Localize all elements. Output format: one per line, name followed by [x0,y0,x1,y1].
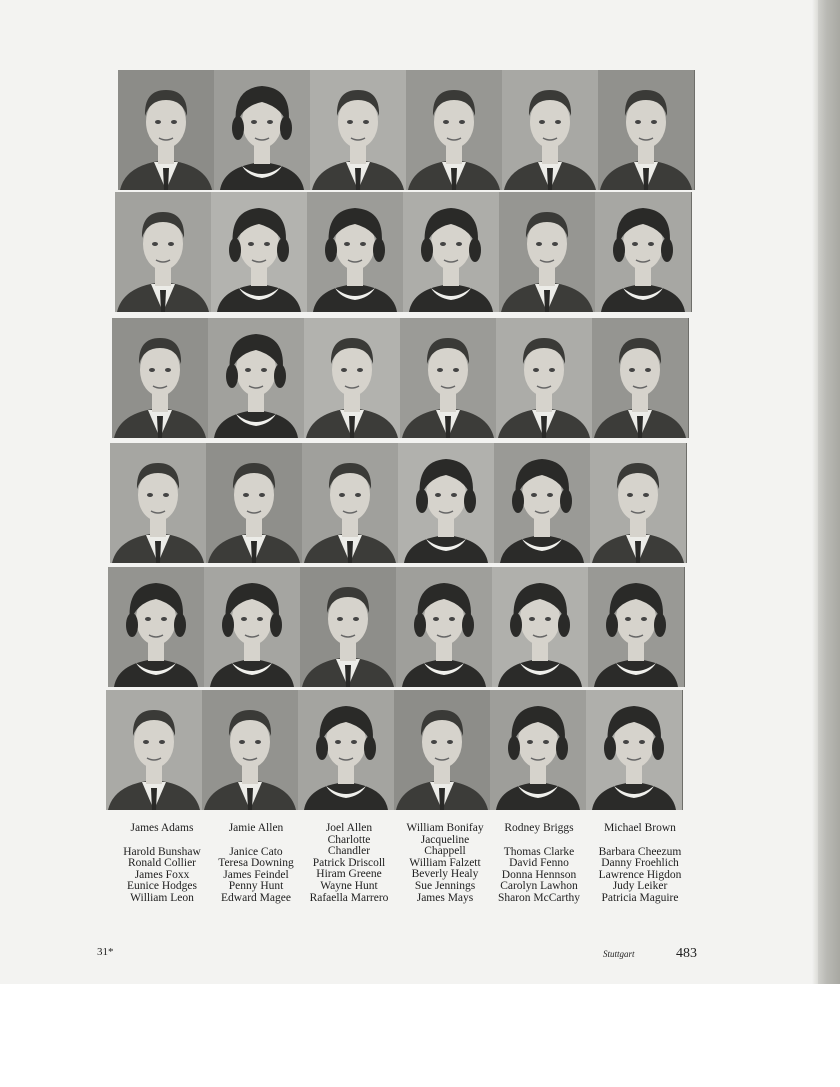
student-portrait [214,70,311,190]
caption-name: William Falzett [409,856,481,869]
caption-name: David Fenno [509,857,569,870]
caption-name: William Bonifay [406,822,484,834]
caption-column-6 [584,823,696,905]
caption-name: Teresa Downing [218,857,294,870]
caption-name: Eunice Hodges [127,880,197,893]
caption-name: Chandler [327,845,371,858]
portrait-row [110,443,710,563]
caption-name: Jamie Allen [228,822,284,834]
student-portrait [304,318,401,438]
student-portrait [298,690,395,810]
page-number: 483 [676,946,697,961]
student-portrait [204,567,301,687]
portrait-row [115,192,715,312]
caption-name: Thomas Clarke [503,845,575,858]
student-portrait [208,318,305,438]
caption-name: Donna Hennson [501,868,577,881]
student-portrait [310,70,407,190]
caption-name: James Adams [130,822,194,834]
caption-name: James Foxx [134,868,190,881]
caption-column-5 [483,823,595,905]
student-portrait [592,318,689,438]
student-portrait [206,443,303,563]
student-portrait [598,70,695,190]
student-portrait [588,567,685,687]
running-footer: Stuttgart [603,949,635,959]
student-portrait [403,192,500,312]
caption-name: Rafaella Marrero [309,891,389,904]
student-portrait [300,567,397,687]
caption-name: Barbara Cheezum [598,845,682,858]
caption-name: Sue Jennings [414,879,476,892]
student-portrait [496,318,593,438]
caption-name: Rodney Briggs [504,822,574,834]
caption-name: James Mays [416,891,474,904]
student-portrait [106,690,203,810]
name-captions [106,823,696,923]
student-portrait [595,192,692,312]
caption-name: Wayne Hunt [320,879,378,892]
student-portrait [302,443,399,563]
caption-name: Danny Froehlich [601,857,679,870]
caption-name: Patrick Driscoll [312,856,386,869]
caption-name: Sharon McCarthy [497,891,581,904]
caption-name: Charlotte [327,833,371,846]
portrait-row [112,318,712,438]
caption-name: Lawrence Higdon [598,868,682,881]
student-portrait [110,443,207,563]
portrait-row [108,567,708,687]
caption-name: Chappell [424,845,466,858]
student-portrait [586,690,683,810]
portrait-row [106,690,706,810]
portrait-row [118,70,718,190]
book-spine [818,0,840,984]
caption-name: Ronald Collier [127,857,197,870]
caption-name: Penny Hunt [228,880,284,893]
student-portrait [406,70,503,190]
student-portrait [112,318,209,438]
student-portrait [494,443,591,563]
caption-name: Hiram Greene [316,868,382,881]
caption-name: Edward Magee [221,891,291,904]
student-portrait [118,70,215,190]
caption-name: Patricia Maguire [601,891,679,904]
student-portrait [400,318,497,438]
student-portrait [492,567,589,687]
student-portrait [394,690,491,810]
student-portrait [202,690,299,810]
caption-name: Jacqueline [420,833,470,846]
student-portrait [502,70,599,190]
caption-name: Janice Cato [229,845,283,858]
caption-name: Michael Brown [604,822,676,834]
student-portrait [499,192,596,312]
caption-name: William Leon [130,891,194,904]
student-portrait [398,443,495,563]
student-portrait [108,567,205,687]
caption-name: Judy Leiker [612,880,668,893]
caption-name: Joel Allen [325,822,373,834]
student-portrait [396,567,493,687]
student-portrait [307,192,404,312]
caption-name: James Feindel [223,868,289,881]
student-portrait [590,443,687,563]
caption-name: Harold Bunshaw [123,845,201,858]
caption-name: Carolyn Lawhon [500,880,578,893]
caption-name: Beverly Healy [411,868,479,881]
student-portrait [115,192,212,312]
student-portrait [211,192,308,312]
signature-mark: 31* [97,946,114,958]
student-portrait [490,690,587,810]
